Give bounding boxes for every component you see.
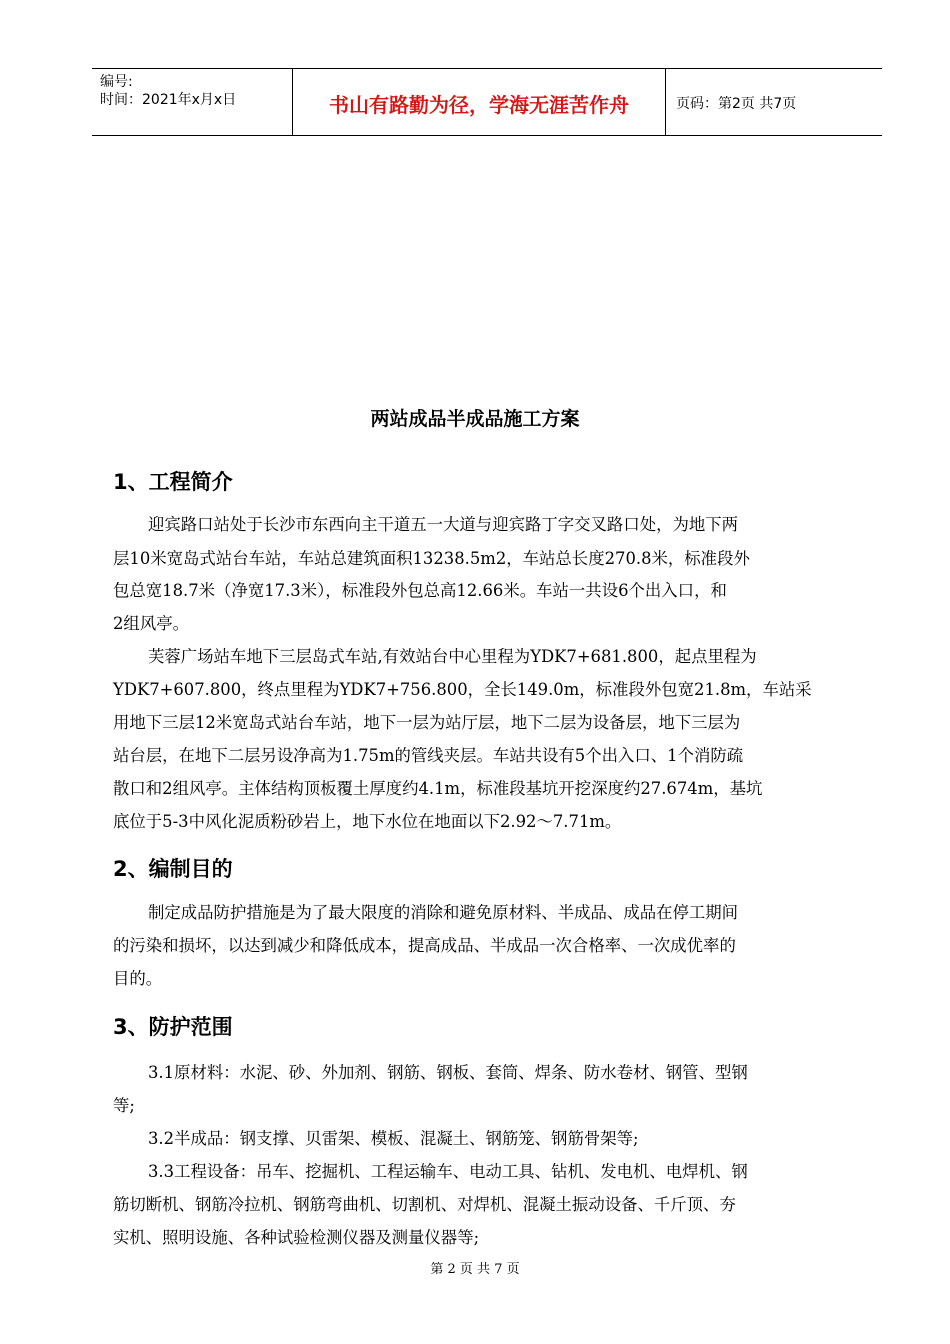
paragraph-line: 散口和2组风亭。主体结构顶板覆土厚度约4.1m，标准段基坑开挖深度约27.674m，基坑 bbox=[113, 779, 763, 798]
document-time: 时间：2021年x月x日 bbox=[100, 92, 237, 108]
paragraph-line: 3.3工程设备：吊车、挖掘机、工程运输车、电动工具、钻机、发电机、电焊机、钢 bbox=[148, 1162, 748, 1181]
page-header bbox=[92, 68, 882, 136]
header-motto: 书山有路勤为径，学海无涯苦作舟 bbox=[329, 93, 629, 117]
paragraph-line: 3.2半成品：钢支撑、贝雷架、模板、混凝土、钢筋笼、钢筋骨架等; bbox=[148, 1129, 639, 1148]
paragraph-line: 包总宽18.7米（净宽17.3米），标准段外包总高12.66米。车站一共设6个出入口，和 bbox=[113, 581, 727, 600]
header-meta bbox=[92, 69, 292, 135]
paragraph-line: 用地下三层12米宽岛式站台车站，地下一层为站厅层，地下二层为设备层，地下三层为 bbox=[113, 713, 741, 732]
paragraph-line: 站台层，在地下二层另设净高为1.75m的管线夹层。车站共设有5个出入口、1个消防疏 bbox=[113, 746, 744, 765]
paragraph-line: 筋切断机、钢筋冷拉机、钢筋弯曲机、切割机、对焊机、混凝土振动设备、千斤顶、夯 bbox=[113, 1195, 736, 1214]
page-footer: 第 2 页 共 7 页 bbox=[430, 1262, 520, 1277]
paragraph-line: 2组风亭。 bbox=[113, 614, 189, 633]
paragraph-line: 层10米宽岛式站台车站，车站总建筑面积13238.5m2，车站总长度270.8米，标准段外 bbox=[113, 549, 750, 568]
paragraph-line: 3.1原材料：水泥、砂、外加剂、钢筋、钢板、套筒、焊条、防水卷材、钢管、型钢 bbox=[148, 1063, 748, 1082]
section-heading: 1、工程简介 bbox=[113, 470, 233, 494]
paragraph-line: 等; bbox=[113, 1096, 135, 1115]
paragraph-line: 底位于5-3中风化泥质粉砂岩上，地下水位在地面以下2.92～7.71m。 bbox=[113, 812, 622, 831]
paragraph-line: 的污染和损坏，以达到减少和降低成本，提高成品、半成品一次合格率、一次成优率的 bbox=[113, 936, 736, 955]
header-divider bbox=[665, 69, 666, 135]
paragraph-line: 制定成品防护措施是为了最大限度的消除和避免原材料、半成品、成品在停工期间 bbox=[148, 903, 739, 922]
section-heading: 2、编制目的 bbox=[113, 857, 233, 881]
document-title: 两站成品半成品施工方案 bbox=[370, 408, 580, 430]
section-heading: 3、防护范围 bbox=[113, 1015, 233, 1039]
paragraph-line: YDK7+607.800，终点里程为YDK7+756.800，全长149.0m，标准段外包宽21.8m，车站采 bbox=[113, 680, 812, 699]
paragraph-line: 芙蓉广场站车地下三层岛式车站,有效站台中心里程为YDK7+681.800，起点里程为 bbox=[148, 647, 757, 666]
paragraph-line: 实机、照明设施、各种试验检测仪器及测量仪器等; bbox=[113, 1228, 480, 1247]
header-page-code: 页码：第2页 共7页 bbox=[676, 96, 797, 112]
paragraph-line: 目的。 bbox=[113, 969, 163, 988]
document-number-label: 编号: bbox=[100, 74, 133, 90]
paragraph-line: 迎宾路口站处于长沙市东西向主干道五一大道与迎宾路丁字交叉路口处，为地下两 bbox=[148, 515, 739, 534]
